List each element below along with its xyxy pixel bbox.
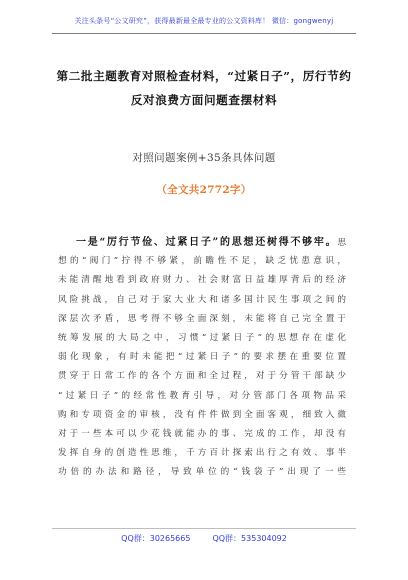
footer	[0, 533, 408, 544]
header-divider	[52, 33, 356, 34]
body-line: 统筹发展的大局之中，习惯“过紧日子”的思想存在虚化	[58, 332, 346, 343]
footer-qq-group-2: QQ群：535304092	[212, 534, 287, 543]
body-line: 深层次矛盾，思考得不够全面深刻，未能将自己完全置于	[58, 313, 346, 324]
body-line: 对于一些本可以少花钱就能办的事、完成的工作，却没有	[58, 428, 346, 439]
body-line: 贯穿于日常工作的各个方面和全过程，对于分管干部缺少	[58, 371, 346, 382]
lead-heading: 一是“厉行节俭、过紧日子”的思想还树得不够牢。	[76, 237, 338, 248]
body-text	[58, 233, 346, 482]
document-title	[40, 64, 368, 112]
document-title-line-1: 第二批主题教育对照检查材料，“过紧日子”，厉行节约	[56, 69, 352, 83]
body-line: 功倍的办法和路径，导致单位的“钱袋子”出现了一些	[58, 467, 346, 478]
word-count: （全文共2772字）	[156, 184, 252, 196]
body-line: 弱化现象，有时未能把“过紧日子”的要求摆在重要位置	[58, 352, 346, 363]
body-line: 未能清醒地看到政府财力、社会财富日益雄厚背后的经济	[58, 275, 346, 286]
body-line: 想的“阀门”拧得不够紧，前瞻性不足，缺乏忧患意识，	[58, 256, 346, 267]
footer-divider	[52, 528, 356, 529]
header-banner: 关注头条号“公文研究”，获得最新最全最专业的公文资料库！ 微信：gongwenyj	[74, 17, 334, 25]
document-subtitle: 对照问题案例+35条具体问题	[132, 152, 276, 164]
body-line: 风险挑战，自己对于家大业大和诸多国计民生事项之间的	[58, 294, 346, 305]
body-line	[58, 233, 346, 252]
body-line: 发挥自身的创造性思维，千方百计探索出行之有效、事半	[58, 448, 346, 459]
body-line: “过紧日子”的经常性教育引导，对分管部门各项物品采	[58, 390, 346, 401]
footer-qq-group-1: QQ群：30265665	[121, 534, 191, 543]
document-title-line-2: 反对浪费方面问题查摆材料	[130, 93, 278, 107]
lead-continuation: 思	[337, 238, 346, 248]
body-line: 购和专项资金的审核，没有件件做到全面客观，细致入微	[58, 409, 346, 420]
